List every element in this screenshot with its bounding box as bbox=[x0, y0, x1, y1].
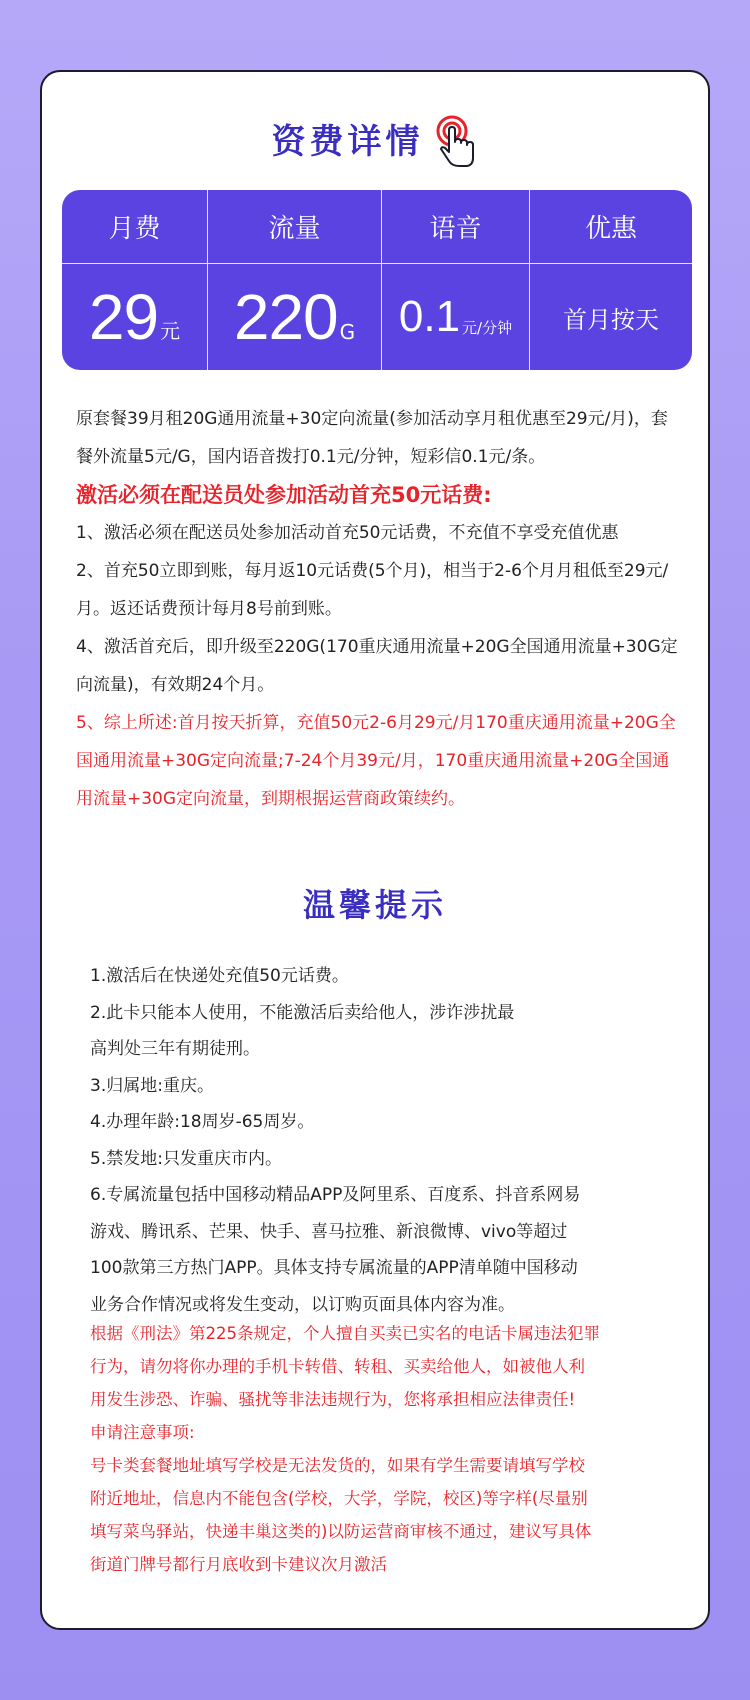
tips-list bbox=[90, 958, 670, 1323]
monthly-fee-value: 29 bbox=[88, 281, 159, 353]
legal-line: 申请注意事项: bbox=[90, 1423, 195, 1442]
price-table bbox=[62, 190, 692, 370]
legal-line: 街道门牌号都行月底收到卡建议次月激活 bbox=[90, 1555, 387, 1574]
tip-line: 高判处三年有期徒刑。 bbox=[90, 1039, 260, 1059]
data-cell bbox=[208, 264, 382, 370]
activation-item-4: 4、激活首充后，即升级至220G(170重庆通用流量+20G全国通用流量+30G定向流量)，有效期24个月。 bbox=[76, 637, 678, 695]
tariff-card bbox=[40, 70, 710, 1630]
legal-line: 根据《刑法》第225条规定，个人擅自买卖已实名的电话卡属违法犯罪 bbox=[90, 1324, 600, 1343]
voice-value: 0.1 bbox=[398, 292, 461, 341]
tip-line: 3.归属地:重庆。 bbox=[90, 1075, 214, 1096]
legal-notice bbox=[90, 1317, 680, 1581]
legal-line: 号卡类套餐地址填写学校是无法发货的，如果有学生需要请填写学校 bbox=[90, 1456, 585, 1475]
tips-title: 温馨提示 bbox=[302, 886, 447, 924]
tip-line: 业务合作情况或将发生变动，以订购页面具体内容为准。 bbox=[90, 1294, 515, 1315]
activation-summary: 5、综上所述:首月按天折算，充值50元2-6月29元/月170重庆通用流量+20G全国通用流量+30G定向流量;7-24个月39元/月，170重庆通用流量+20G全国通用流量+30G定向流量，到期根据运营商政策续约。 bbox=[76, 713, 676, 809]
header-monthly-fee: 月费 bbox=[62, 190, 208, 264]
data-value: 220 bbox=[233, 281, 338, 353]
legal-line: 行为，请勿将你办理的手机卡转借、转租、买卖给他人，如被他人利 bbox=[90, 1357, 585, 1376]
tip-line: 100款第三方热门APP。具体支持专属流量的APP清单随中国移动 bbox=[90, 1258, 578, 1278]
header-data: 流量 bbox=[208, 190, 382, 264]
page-title: 资费详情 bbox=[271, 122, 424, 162]
tip-line: 6.专属流量包括中国移动精品APP及阿里系、百度系、抖音系网易 bbox=[90, 1185, 581, 1205]
hand-tap-icon bbox=[435, 114, 479, 170]
plan-intro: 原套餐39月租20G通用流量+30定向流量(参加活动享月租优惠至29元/月)，套餐外流量5元/G，国内语音拨打0.1元/分钟，短彩信0.1元/条。 bbox=[76, 409, 668, 467]
activation-heading: 激活必须在配送员处参加活动首充50元话费: bbox=[76, 483, 492, 507]
voice-cell bbox=[382, 264, 530, 370]
monthly-fee-cell bbox=[62, 264, 208, 370]
tip-line: 游戏、腾讯系、芒果、快手、喜马拉雅、新浪微博、vivo等超过 bbox=[90, 1221, 568, 1242]
activation-item-2: 2、首充50立即到账，每月返10元话费(5个月)，相当于2-6个月月租低至29元/月。返还话费预计每月8号前到账。 bbox=[76, 561, 669, 619]
title-row bbox=[42, 112, 708, 172]
description bbox=[76, 400, 680, 818]
legal-line: 附近地址，信息内不能包含(学校，大学，学院，校区)等字样(尽量别 bbox=[90, 1489, 588, 1508]
legal-line: 用发生涉恐、诈骗、骚扰等非法违规行为，您将承担相应法律责任! bbox=[90, 1390, 576, 1409]
tip-line: 1.激活后在快递处充值50元话费。 bbox=[90, 966, 349, 986]
tip-line: 4.办理年龄:18周岁-65周岁。 bbox=[90, 1112, 315, 1132]
tip-line: 5.禁发地:只发重庆市内。 bbox=[90, 1148, 282, 1169]
data-unit: G bbox=[339, 320, 356, 344]
voice-unit: 元/分钟 bbox=[462, 319, 513, 337]
header-voice: 语音 bbox=[382, 190, 530, 264]
promo-value: 首月按天 bbox=[563, 305, 659, 334]
header-promo: 优惠 bbox=[530, 190, 692, 264]
monthly-fee-unit: 元 bbox=[160, 319, 181, 343]
tip-line: 2.此卡只能本人使用，不能激活后卖给他人，涉诈涉扰最 bbox=[90, 1002, 515, 1023]
activation-item-1: 1、激活必须在配送员处参加活动首充50元话费，不充值不享受充值优惠 bbox=[76, 523, 619, 543]
legal-line: 填写菜鸟驿站，快递丰巢这类的)以防运营商审核不通过，建议写具体 bbox=[90, 1522, 592, 1541]
